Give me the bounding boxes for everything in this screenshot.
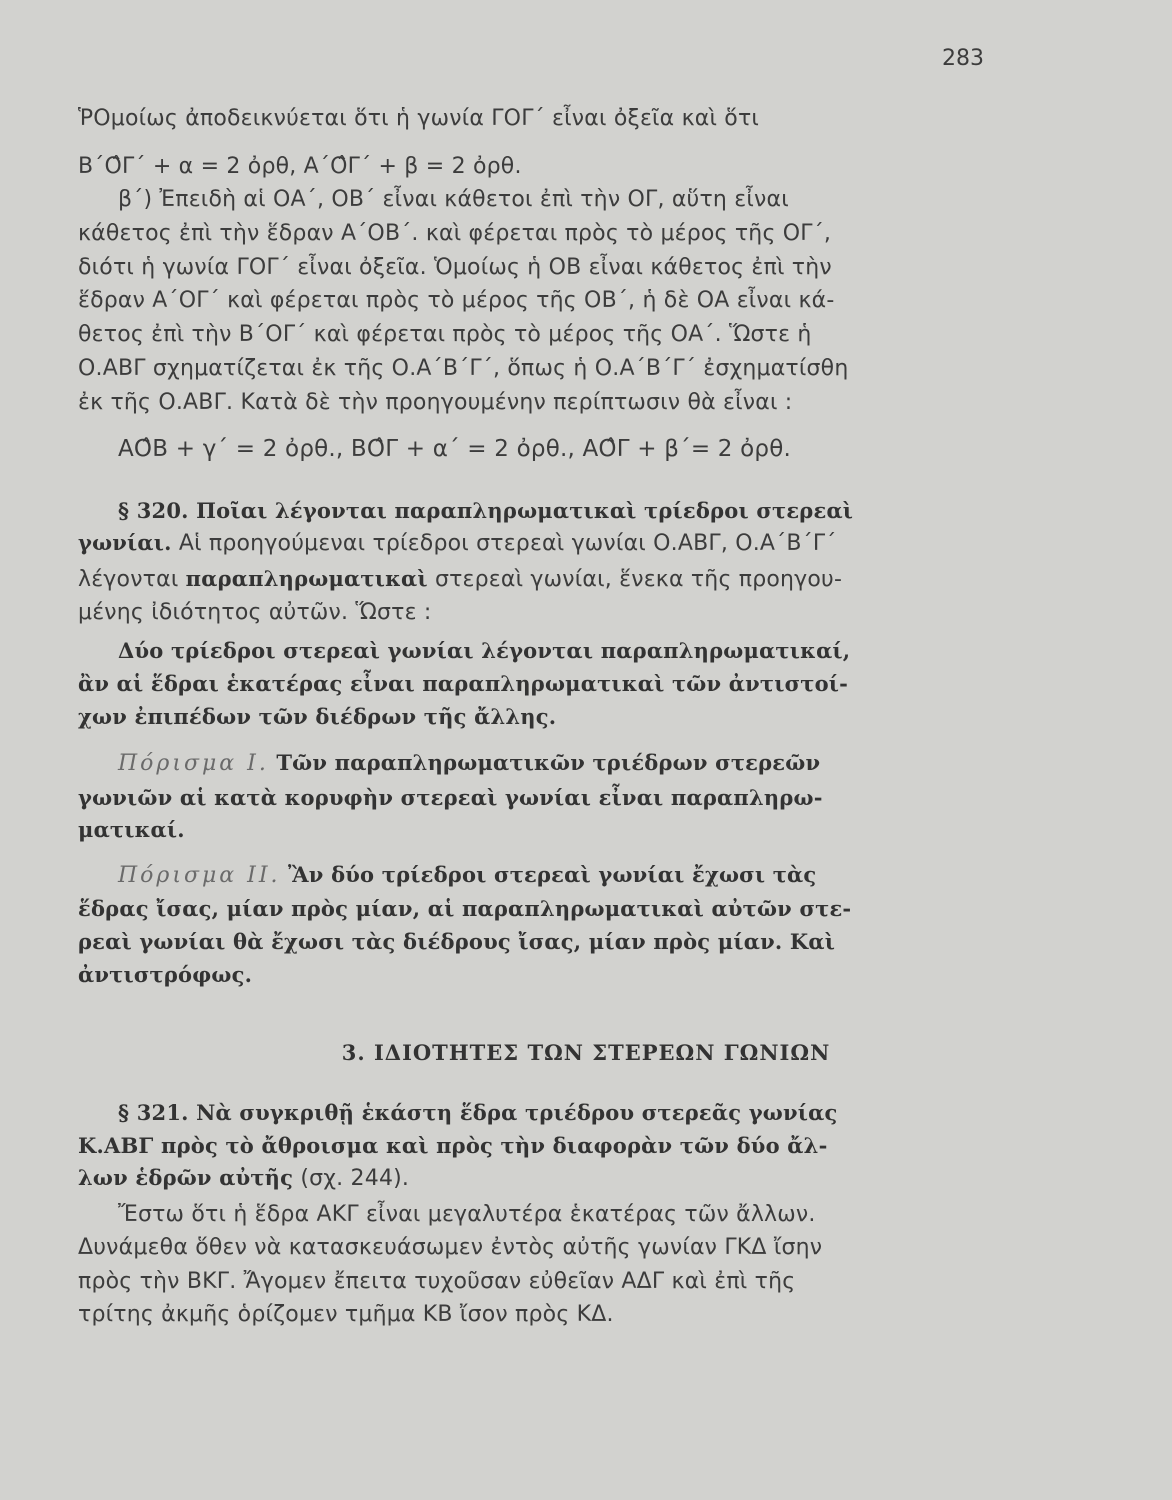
section-321-heading: Κ.ΑΒΓ πρὸς τὸ ἄθροισμα καὶ πρὸς τὴν διαφορὰν τῶν δύο ἄλ-	[78, 1133, 828, 1158]
bold-term: παραπληρωματικαὶ	[185, 566, 428, 591]
text-line: πρὸς τὴν ΒΚΓ. Ἄγομεν ἔπειτα τυχοῦσαν εὐθεῖαν ΑΔΓ καὶ ἐπὶ τῆς	[78, 1269, 796, 1294]
definition-line: Δύο τρίεδροι στερεαὶ γωνίαι λέγονται παραπληρωματικαί,	[118, 638, 851, 663]
corollary-1	[118, 748, 820, 779]
text-line: ἕδραν Α΄ΟΓ΄ καὶ φέρεται πρὸς τὸ μέρος τῆς ΟΒ΄, ἡ δὲ ΟΑ εἶναι κά-	[78, 288, 835, 313]
section-321-heading-line	[78, 1163, 409, 1194]
corollary-text: Τῶν παραπληρωματικῶν τριέδρων στερεῶν	[268, 750, 821, 775]
text-line: Ο.ΑΒΓ σχηματίζεται ἐκ τῆς Ο.Α΄Β΄Γ΄, ὅπως ἡ Ο.Α΄Β΄Γ΄ ἐσχηματίσθη	[78, 356, 849, 381]
corollary-text: ματικαί.	[78, 817, 185, 842]
text-line	[78, 564, 842, 595]
section-320-heading-tail: γωνίαι.	[78, 530, 172, 555]
corollary-text: ἕδρας ἴσας, μίαν πρὸς μίαν, αἱ παραπληρωματικαὶ αὐτῶν στε-	[78, 896, 852, 921]
corollary-label: Πόρισμα ΙΙ.	[118, 863, 281, 888]
text-line: μένης ἰδιότητος αὐτῶν. Ὥστε :	[78, 600, 432, 625]
section-320-heading: § 320. Ποῖαι λέγονται παραπληρωματικαὶ τρίεδροι στερεαὶ	[118, 498, 854, 523]
corollary-2	[118, 860, 816, 891]
text-line: Δυνάμεθα ὅθεν νὰ κατασκευάσωμεν ἐντὸς αὐτῆς γωνίαν ΓΚΔ ἴσην	[78, 1235, 823, 1260]
section-321-heading: § 321. Νὰ συγκριθῇ ἑκάστη ἕδρα τριέδρου στερεᾶς γωνίας	[118, 1100, 838, 1125]
corollary-text: Ἂν δύο τρίεδροι στερεαὶ γωνίαι ἔχωσι τὰς	[280, 862, 817, 887]
text-line: κάθετος ἐπὶ τὴν ἕδραν Α΄ΟΒ΄. καὶ φέρεται πρὸς τὸ μέρος τῆς ΟΓ΄,	[78, 221, 832, 246]
text-line: διότι ἡ γωνία ΓΟΓ΄ εἶναι ὀξεῖα. Ὁμοίως ἡ ΟΒ εἶναι κάθετος ἐπὶ τὴν	[78, 255, 832, 280]
text-line: Ἔστω ὅτι ἡ ἕδρα ΑΚΓ εἶναι μεγαλυτέρα ἑκατέρας τῶν ἄλλων.	[118, 1202, 816, 1227]
text-line: τρίτης ἀκμῆς ὁρίζομεν τμῆμα ΚΒ ἴσον πρὸς ΚΔ.	[78, 1302, 614, 1327]
section-321-heading: λων ἑδρῶν αὐτῆς	[78, 1165, 294, 1190]
definition-line: χων ἐπιπέδων τῶν διέδρων τῆς ἄλλης.	[78, 704, 557, 729]
page-number: 283	[942, 46, 984, 71]
formula-line: Β΄Ο̂Γ΄ + α = 2 ὀρθ, Α΄Ο̂Γ΄ + β = 2 ὀρθ.	[78, 154, 522, 179]
text-span: λέγονται	[78, 567, 186, 592]
text-span: στερεαὶ γωνίαι, ἕνεκα τῆς προηγου-	[427, 567, 843, 592]
corollary-label: Πόρισμα Ι.	[118, 751, 269, 776]
text-line: θετος ἐπὶ τὴν Β΄ΟΓ΄ καὶ φέρεται πρὸς τὸ μέρος τῆς ΟΑ΄. Ὥστε ἡ	[78, 322, 812, 347]
figure-reference: (σχ. 244).	[293, 1166, 410, 1191]
definition-line: ἂν αἱ ἕδραι ἑκατέρας εἶναι παραπληρωματικαὶ τῶν ἀντιστοί-	[78, 671, 849, 696]
corollary-text: γωνιῶν αἱ κατὰ κορυφὴν στερεαὶ γωνίαι εἶναι παραπληρω-	[78, 785, 823, 810]
text-span: Αἱ προηγούμεναι τρίεδροι στερεαὶ γωνίαι Ο.ΑΒΓ, Ο.Α΄Β΄Γ΄	[171, 531, 837, 556]
text-line: ἐκ τῆς Ο.ΑΒΓ. Κατὰ δὲ τὴν προηγουμένην περίπτωσιν θὰ εἶναι :	[78, 390, 793, 415]
corollary-text: ρεαὶ γωνίαι θὰ ἔχωσι τὰς διέδρους ἴσας, μίαν πρὸς μίαν. Καὶ	[78, 929, 836, 954]
text-line	[78, 528, 837, 559]
corollary-text: ἀντιστρόφως.	[78, 962, 253, 987]
text-line: β΄) Ἐπειδὴ αἱ ΟΑ΄, ΟΒ΄ εἶναι κάθετοι ἐπὶ τὴν ΟΓ, αὕτη εἶναι	[118, 187, 789, 212]
formula-line: ΑΟ̂Β + γ΄ = 2 ὀρθ., ΒΟ̂Γ + α΄ = 2 ὀρθ., ΑΟ̂Γ + β΄= 2 ὀρθ.	[118, 436, 792, 462]
text-line: ῬΟμοίως ἀποδεικνύεται ὅτι ἡ γωνία ΓΟΓ΄ εἶναι ὀξεῖα καὶ ὅτι	[78, 106, 760, 131]
chapter-section-heading: 3. ΙΔΙΟΤΗΤΕΣ ΤΩΝ ΣΤΕΡΕΩΝ ΓΩΝΙΩΝ	[341, 1040, 831, 1065]
